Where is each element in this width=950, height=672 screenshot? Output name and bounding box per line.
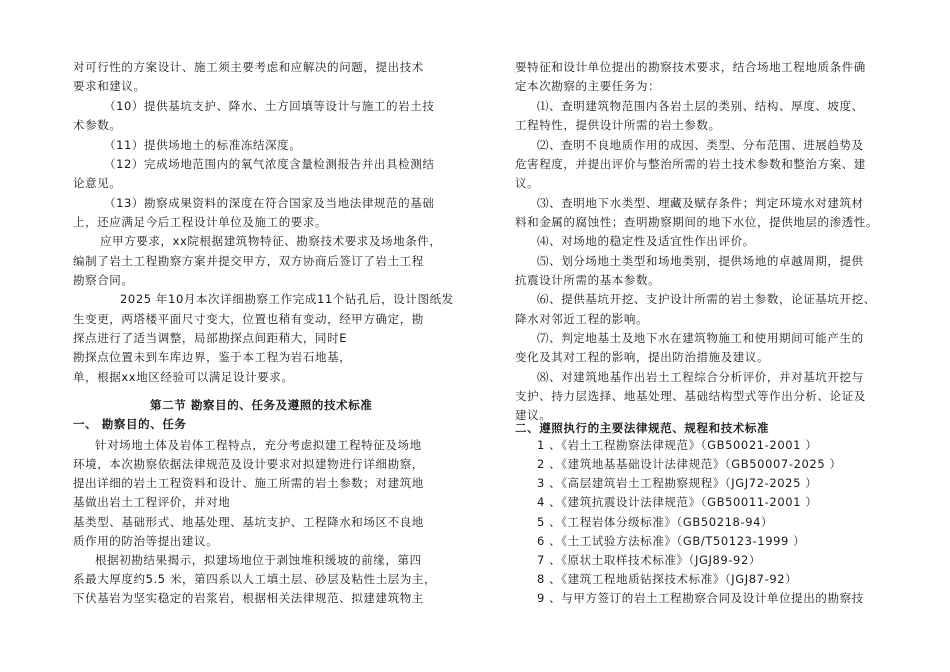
left-text-line: （13）勘察成果资料的深度在符合国家及当地法律规范的基础 — [104, 196, 435, 210]
right-text-line: 支护、持力层选择、地基处理、基础结构型式等作出分析、论证及 — [515, 389, 866, 403]
right-text-line: 二、遵照执行的主要法律规范、规程和技术标准 — [515, 421, 770, 435]
left-text-line: 上，还应满足今后工程设计单位及施工的要求。 — [73, 215, 328, 229]
right-text-line: 5 、《工程岩体分级标准》（GB50218-94） — [537, 515, 774, 529]
left-text-line: 术参数。 — [73, 118, 122, 132]
left-text-line: （10）提供基坑支护、降水、土方回填等设计与施工的岩土技 — [104, 99, 435, 113]
left-text-line: 一、 勘察目的、任务 — [73, 417, 187, 431]
left-text-line: 2025 年10月本次详细勘察工作完成11个钻孔后，设计图纸发 — [120, 292, 454, 306]
right-text-line: 4 、《建筑抗震设计法律规范》（GB50011-2001 ） — [537, 495, 818, 509]
right-text-line: 要特征和设计单位提出的勘察技术要求，结合场地工程地质条件确 — [515, 60, 866, 74]
right-text-line: 抗震设计所需的基本参数。 — [515, 273, 661, 287]
right-text-line: 变化及其对工程的影响，提出防治措施及建议。 — [515, 350, 770, 364]
right-text-line: 9 、与甲方签订的岩土工程勘察合同及设计单位提出的勘察技 — [537, 591, 864, 605]
left-text-line: 单，根据xx地区经验可以满足设计要求。 — [73, 370, 294, 384]
right-text-line: ⑵、查明不良地质作用的成因、类型、分布范围、进展趋势及 — [537, 138, 864, 152]
left-text-line: 质作用的防治等提出建议。 — [73, 534, 219, 548]
left-text-line: 勘察合同。 — [73, 273, 134, 287]
left-text-line: 应甲方要求，xx院根据建筑物特征、勘察技术要求及场地条件， — [100, 234, 442, 248]
right-text-line: ⑺、判定地基土及地下水在建筑物施工和使用期间可能产生的 — [537, 331, 864, 345]
right-text-line: ⑸、划分场地土类型和场地类别，提供场地的卓越周期，提供 — [537, 254, 864, 268]
left-text-line: 系最大厚度约5.5 米，第四系以人工填土层、砂层及粘性土层为主， — [73, 572, 437, 586]
right-text-line: 危害程度，并提出评价与整治所需的岩土技术参数和整治方案、建 — [515, 157, 866, 171]
right-text-line: 8 、《建筑工程地质钻探技术标准》（JGJ87-92） — [537, 572, 798, 586]
left-text-line: 对可行性的方案设计、施工须主要考虑和应解决的问题，提出技术 — [73, 60, 424, 74]
left-text-line: 下伏基岩为坚实稳定的岩浆岩，根据相关法律规范、拟建建筑物主 — [73, 591, 424, 605]
right-text-line: ⑷、对场地的稳定性及适宜性作出评价。 — [537, 234, 755, 248]
left-text-line: 基做出岩土工程评价，并对地 — [73, 495, 231, 509]
right-text-line: 料和金属的腐蚀性；查明勘察期间的地下水位，提供地层的渗透性。 — [515, 215, 878, 229]
left-text-line: 要求和建议。 — [73, 79, 146, 93]
right-text-line: 定本次勘察的主要任务为： — [515, 79, 661, 93]
right-text-line: 7 、《原状土取样技术标准》（JGJ89-92） — [537, 553, 761, 567]
right-text-line: 2 、《建筑地基基础设计法律规范》（GB50007-2025 ） — [537, 457, 842, 471]
right-text-line: 1 、《岩土工程勘察法律规范》（GB50021-2001 ） — [537, 438, 818, 452]
left-text-line: 基类型、基础形式、地基处理、基坑支护、工程降水和场区不良地 — [73, 515, 424, 529]
right-text-line: 工程特性，提供设计所需的岩土参数。 — [515, 118, 721, 132]
left-text-line: 针对场地土体及岩体工程特点，充分考虑拟建工程特征及场地 — [95, 438, 422, 452]
left-text-line: （11）提供场地土的标准冻结深度。 — [104, 138, 302, 152]
left-text-line: 探点进行了适当调整，局部勘探点间距稍大，同时E — [73, 331, 348, 345]
left-text-line: （12）完成场地范围内的氧气浓度含量检测报告并出具检测结 — [104, 157, 435, 171]
left-text-line: 论意见。 — [73, 176, 122, 190]
right-text-line: 3 、《高层建筑岩土工程勘察规程》（JGJ72-2025 ） — [537, 476, 818, 490]
right-text-line: ⑹、提供基坑开挖、支护设计所需的岩土参数，论证基坑开挖、 — [537, 292, 876, 306]
right-text-line: ⑴、查明建筑物范围内各岩土层的类别、结构、厚度、坡度、 — [537, 99, 864, 113]
right-text-line: 6 、《土工试验方法标准》（GB/T50123-1999 ） — [537, 534, 806, 548]
left-text-line: 勘探点位置未到车库边界，鉴于本工程为岩石地基， — [73, 350, 352, 364]
right-text-line: 建议。 — [515, 408, 552, 422]
right-text-line: 降水对邻近工程的影响。 — [515, 312, 649, 326]
right-text-line: 议。 — [515, 176, 540, 190]
left-text-line: 提出详细的岩土工程资料和设计、施工所需的岩土参数；对建筑地 — [73, 476, 424, 490]
right-text-line: ⑶、查明地下水类型、埋藏及赋存条件；判定环境水对建筑材 — [537, 196, 864, 210]
left-text-line: 第二节 勘察目的、任务及遵照的技术标准 — [150, 398, 373, 412]
left-text-line: 环境，本次勘察依据法律规范及设计要求对拟建物进行详细勘察， — [73, 457, 424, 471]
left-text-line: 编制了岩土工程勘察方案并提交甲方，双方协商后签订了岩土工程 — [73, 254, 424, 268]
right-text-line: ⑻、对建筑地基作出岩土工程综合分析评价，并对基坑开挖与 — [537, 370, 864, 384]
left-text-line: 生变更，两塔楼平面尺寸变大，位置也稍有变动，经甲方确定，勘 — [73, 312, 424, 326]
left-text-line: 根据初勘结果揭示，拟建场地位于剥蚀堆积缓坡的前缘，第四 — [95, 553, 422, 567]
